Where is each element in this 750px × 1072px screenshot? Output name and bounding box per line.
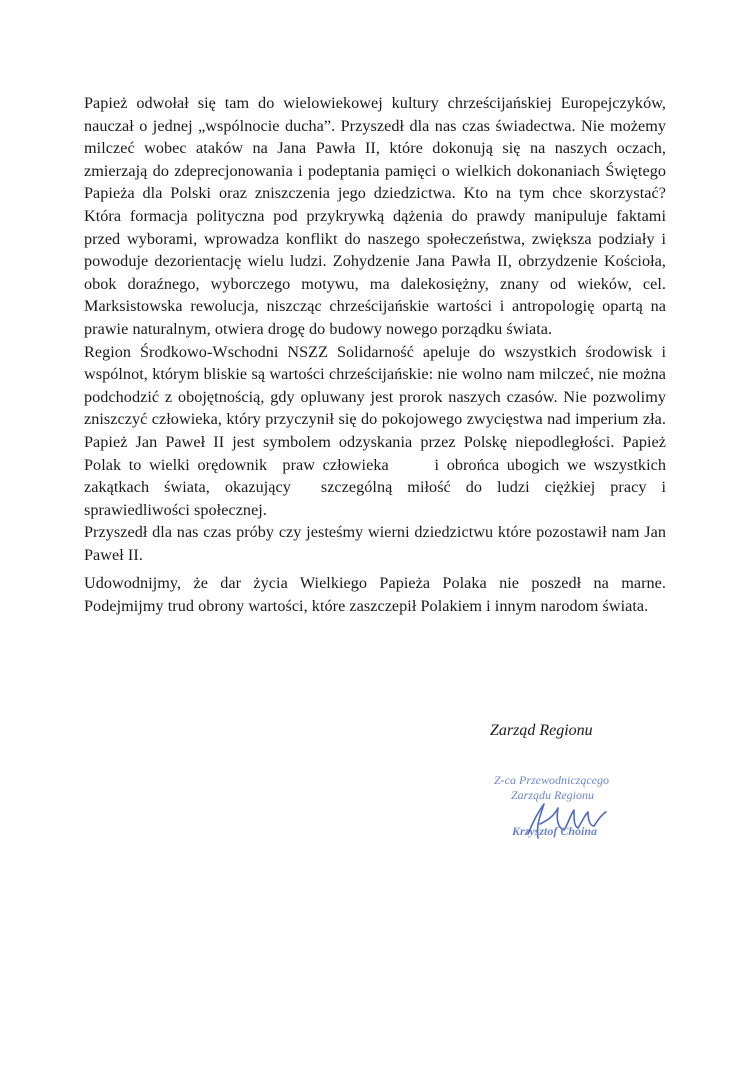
text-line: wspólnot, którym bliskie są wartości chrześcijańskie: nie wolno nam milczeć, nie można [84, 365, 666, 384]
text-line: Marksistowska rewolucja, niszcząc chrześcijańskie wartości i antropologię opartą na [84, 297, 666, 316]
letter-body [84, 92, 666, 618]
text-line: podchodzić z obojętnością, gdy opluwany jest prorok naszych czasów. Nie pozwolimy [84, 387, 666, 406]
text-line: Papież odwołał się tam do wielowiekowej kultury chrześcijańskiej Europejczyków, [84, 94, 666, 112]
signature-stamp [494, 772, 654, 842]
text-line: Region Środkowo-Wschodni NSZZ Solidarność apeluje do wszystkich środowisk i [84, 342, 666, 361]
text-line: milczeć wobec ataków na Jana Pawła II, które dokonują się na naszych oczach, [84, 139, 666, 158]
text-line: Papież Jan Paweł II jest symbolem odzyskania przez Polskę niepodległości. Papież [84, 432, 666, 451]
text-line: Papieża dla Polski oraz zniszczenia jego dziedzictwa. Kto na tym chce skorzystać? [84, 184, 666, 203]
text-line: nauczał o jednej „wspólnocie ducha”. Przyszedł dla nas czas świadectwa. Nie możemy [84, 116, 666, 135]
stamp-subtitle: Zarządu Regionu [511, 788, 595, 802]
text-line: Polak to wielki orędownik praw człowieka i obrońca ubogich we wszystkich [84, 455, 666, 474]
text-line: Która formacja polityczna pod przykrywką dążenia do prawdy manipuluje faktami [84, 206, 666, 225]
text-line: przed wyborami, wprowadza konflikt do naszego społeczeństwa, zwiększa podziały i [84, 229, 666, 248]
text-line: zakątkach świata, okazujący szczególną miłość do ludzi ciężkiej pracy i [84, 478, 666, 497]
stamp-title: Z-ca Przewodniczącego [494, 773, 609, 787]
text-line: prawie naturalnym, otwiera drogę do budowy nowego porządku świata. [84, 319, 553, 338]
text-line: zniszczyć człowieka, który przyczynił się do pokojowego zwycięstwa nad imperium zła. [84, 410, 666, 429]
text-line: powoduje dezorientację wielu ludzi. Zohydzenie Jana Pawła II, obrzydzenie Kościoła, [84, 252, 666, 271]
text-line: Podejmijmy trud obrony wartości, które zaszczepił Polakiem i innym narodom świata. [84, 597, 649, 616]
text-line: Paweł II. [84, 545, 143, 564]
text-line: Przyszedł dla nas czas próby czy jesteśmy wierni dziedzictwu które pozostawił nam Jan [84, 523, 666, 542]
stamp-name: Krzysztof Choina [512, 824, 598, 838]
text-line: sprawiedliwości społecznej. [84, 500, 267, 519]
text-line: obok doraźnego, wyborczego motywu, ma dalekosiężny, znany od wieków, cel. [84, 274, 666, 293]
text-line: Udowodnijmy, że dar życia Wielkiego Papieża Polaka nie poszedł na marne. [84, 574, 666, 593]
signature-heading: Zarząd Regionu [490, 722, 593, 739]
text-line: zmierzają do zdeprecjonowania i podeptania pamięci o wielkich dokonaniach Świętego [84, 161, 666, 180]
